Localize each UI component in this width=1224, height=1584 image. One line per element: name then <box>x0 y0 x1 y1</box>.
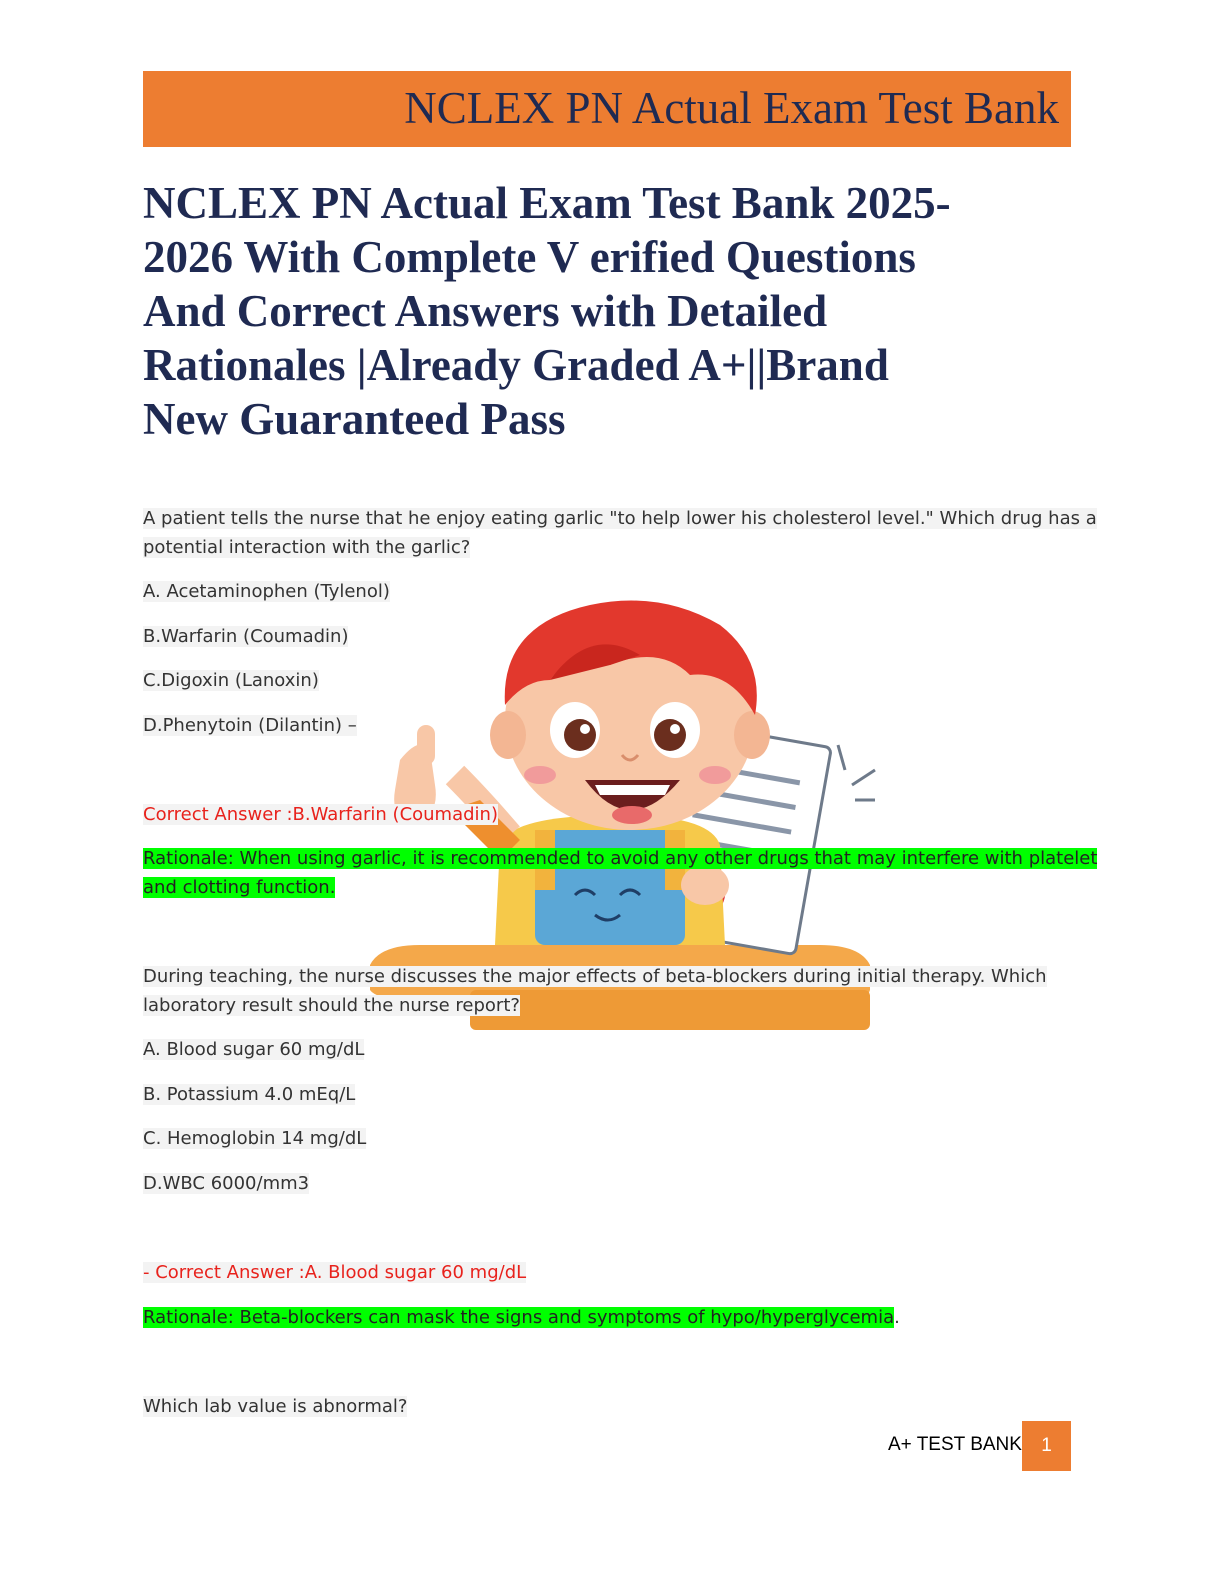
title-line: NCLEX PN Actual Exam Test Bank 2025- <box>143 178 951 228</box>
question-2-option-c: C. Hemoglobin 14 mg/dL <box>143 1128 367 1149</box>
question-2-stem-line: laboratory result should the nurse report? <box>143 995 520 1016</box>
title-line: Rationales |Already Graded A+||Brand <box>143 340 889 390</box>
question-1-rationale-line: and clotting function. <box>143 877 336 898</box>
question-2-option-d: D.WBC 6000/mm3 <box>143 1173 310 1194</box>
question-2-option-b: B. Potassium 4.0 mEq/L <box>143 1084 356 1105</box>
question-1-option-d: D.Phenytoin (Dilantin) – <box>143 715 357 736</box>
title-line: New Guaranteed Pass <box>143 394 566 444</box>
title-line: And Correct Answers with Detailed <box>143 286 828 336</box>
question-2-correct-answer: - Correct Answer :A. Blood sugar 60 mg/dL <box>143 1262 527 1283</box>
question-2-rationale: Rationale: Beta-blockers can mask the signs and symptoms of hypo/hyperglycemia. <box>143 1307 900 1328</box>
question-1-correct-answer: Correct Answer :B.Warfarin (Coumadin) <box>143 804 498 825</box>
question-1-rationale-line: Rationale: When using garlic, it is recommended to avoid any other drugs that may interfere with platelet <box>143 848 1098 869</box>
question-2-option-a: A. Blood sugar 60 mg/dL <box>143 1039 365 1060</box>
title-line: 2026 With Complete V erified Questions <box>143 232 916 282</box>
question-3-stem: Which lab value is abnormal? <box>143 1396 408 1417</box>
question-1-stem-line: potential interaction with the garlic? <box>143 537 471 558</box>
page-number: 1 <box>1022 1421 1071 1471</box>
footer-label: A+ TEST BANK <box>888 1434 1022 1455</box>
rationale-period: . <box>894 1307 900 1328</box>
header-band <box>143 71 1071 147</box>
question-2-stem-line: During teaching, the nurse discusses the major effects of beta-blockers during initial therapy. Which <box>143 966 1047 987</box>
question-1-option-b: B.Warfarin (Coumadin) <box>143 626 349 647</box>
document-title <box>143 176 1083 446</box>
question-1-stem-line: A patient tells the nurse that he enjoy eating garlic "to help lower his cholesterol level." Which drug has a <box>143 508 1097 529</box>
question-1-option-a: A. Acetaminophen (Tylenol) <box>143 581 390 602</box>
question-1-option-c: C.Digoxin (Lanoxin) <box>143 670 319 691</box>
header-title: NCLEX PN Actual Exam Test Bank <box>404 83 1059 133</box>
